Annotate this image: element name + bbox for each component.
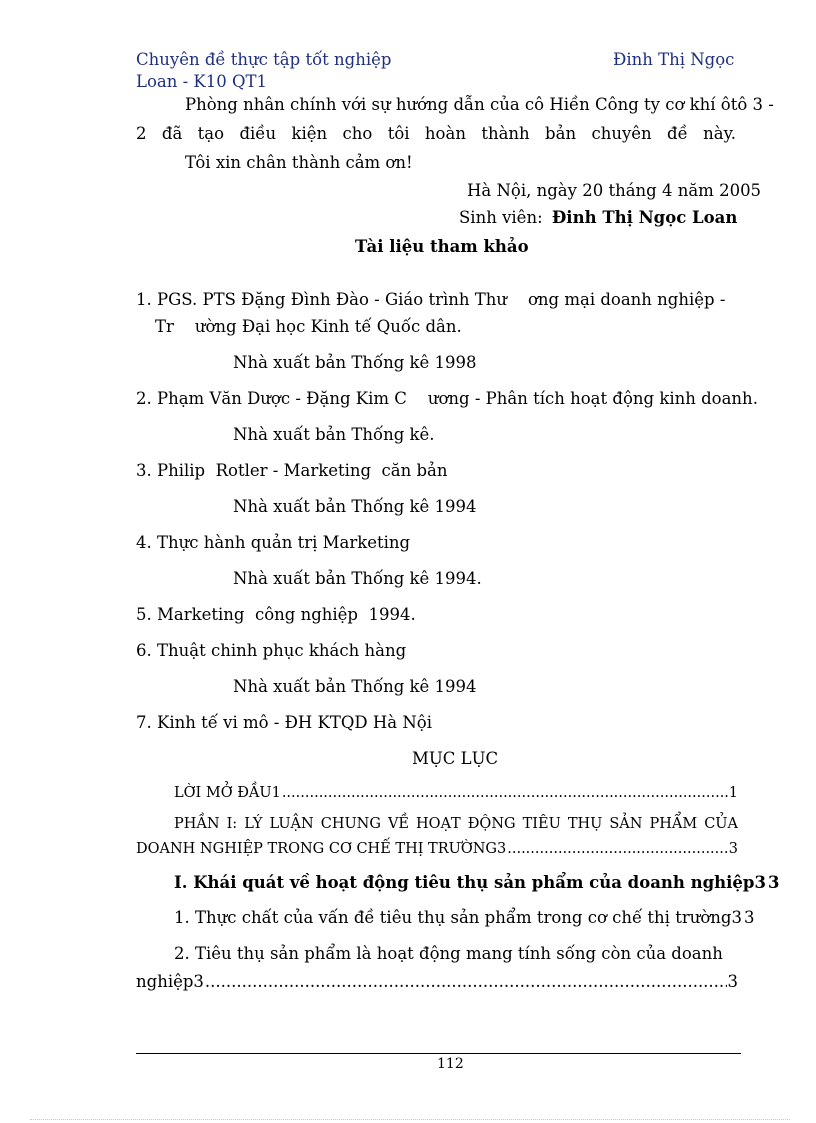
toc-entry-1[interactable]	[136, 785, 738, 801]
toc-entry-text: DOANH NGHIỆP TRONG CƠ CHẾ THỊ TRƯỜNG3	[136, 841, 507, 857]
page-number: 112	[437, 1056, 464, 1072]
toc-entry-2-line-1: PHẦN I: LÝ LUẬN CHUNG VỀ HOẠT ĐỘNG TIÊU THỤ SẢN PHẨM CỦA	[174, 816, 738, 832]
reference-7-line-1: 7. Kinh tế vi mô - ĐH KTQD Hà Nội	[136, 713, 433, 732]
header-title: Chuyên đề thực tập tốt nghiệp	[136, 50, 392, 69]
reference-4-publisher: Nhà xuất bản Thống kê 1994.	[233, 569, 482, 588]
toc-page-number: 3	[767, 873, 780, 892]
toc-entry-text: nghiệp3	[136, 972, 204, 991]
ack-line-2: 2 đã tạo điều kiện cho tôi hoàn thành bản chuyên đề này.	[136, 124, 736, 143]
student-label: Sinh viên:	[459, 208, 543, 227]
toc-entry-text: 1. Thực chất của vấn đề tiêu thụ sản phẩm trong cơ chế thị trường3	[174, 908, 742, 927]
student-name: Đinh Thị Ngọc Loan	[551, 208, 738, 227]
toc-title: MỤC LỤC	[412, 749, 499, 768]
toc-entry-4[interactable]	[136, 908, 755, 927]
ack-line-1: Phòng nhân chính với sự hướng dẫn của cô Hiền Công ty cơ khí ôtô 3 -	[185, 95, 774, 114]
footer-divider	[136, 1053, 741, 1054]
reference-6-line-1: 6. Thuật chinh phục khách hàng	[136, 641, 407, 660]
toc-entry-3[interactable]	[136, 873, 780, 892]
ack-date: Hà Nội, ngày 20 tháng 4 năm 2005	[467, 181, 762, 200]
reference-3-line-1: 3. Philip Rotler - Marketing căn bản	[136, 461, 448, 480]
toc-leader	[507, 841, 728, 857]
reference-3-publisher: Nhà xuất bản Thống kê 1994	[233, 497, 477, 516]
toc-entry-2[interactable]	[136, 841, 738, 857]
toc-entry-text: I. Khái quát về hoạt động tiêu thụ sản phẩm của doanh nghiệp3	[174, 873, 766, 892]
toc-page-number: 3	[728, 841, 738, 857]
toc-leader	[282, 785, 728, 801]
toc-leader	[205, 972, 727, 991]
reference-5-line-1: 5. Marketing công nghiệp 1994.	[136, 605, 416, 624]
ack-line-3: Tôi xin chân thành cảm ơn!	[185, 153, 413, 172]
toc-entry-5-line-1: 2. Tiêu thụ sản phẩm là hoạt động mang tính sống còn của doanh	[174, 944, 723, 963]
reference-1-line-1: 1. PGS. PTS Đặng Đình Đào - Giáo trình Thư ơng mại doanh nghiệp -	[136, 290, 726, 309]
reference-2-line-1: 2. Phạm Văn Dược - Đặng Kim C ương - Phân tích hoạt động kinh doanh.	[136, 389, 758, 408]
header-class: Loan - K10 QT1	[136, 72, 268, 91]
toc-page-number: 3	[743, 908, 755, 927]
toc-entry-5[interactable]	[136, 972, 738, 991]
page-bottom-border	[30, 1119, 790, 1120]
toc-page-number: 1	[728, 785, 738, 801]
reference-1-publisher: Nhà xuất bản Thống kê 1998	[233, 353, 477, 372]
student-signature	[459, 208, 737, 227]
references-title: Tài liệu tham khảo	[355, 237, 529, 256]
reference-4-line-1: 4. Thực hành quản trị Marketing	[136, 533, 411, 552]
reference-6-publisher: Nhà xuất bản Thống kê 1994	[233, 677, 477, 696]
toc-entry-text: LỜI MỞ ĐẦU1	[174, 785, 281, 801]
toc-page-number: 3	[727, 972, 738, 991]
header-author: Đinh Thị Ngọc	[613, 50, 735, 69]
reference-1-line-2: Tr ường Đại học Kinh tế Quốc dân.	[155, 317, 462, 336]
reference-2-publisher: Nhà xuất bản Thống kê.	[233, 425, 435, 444]
